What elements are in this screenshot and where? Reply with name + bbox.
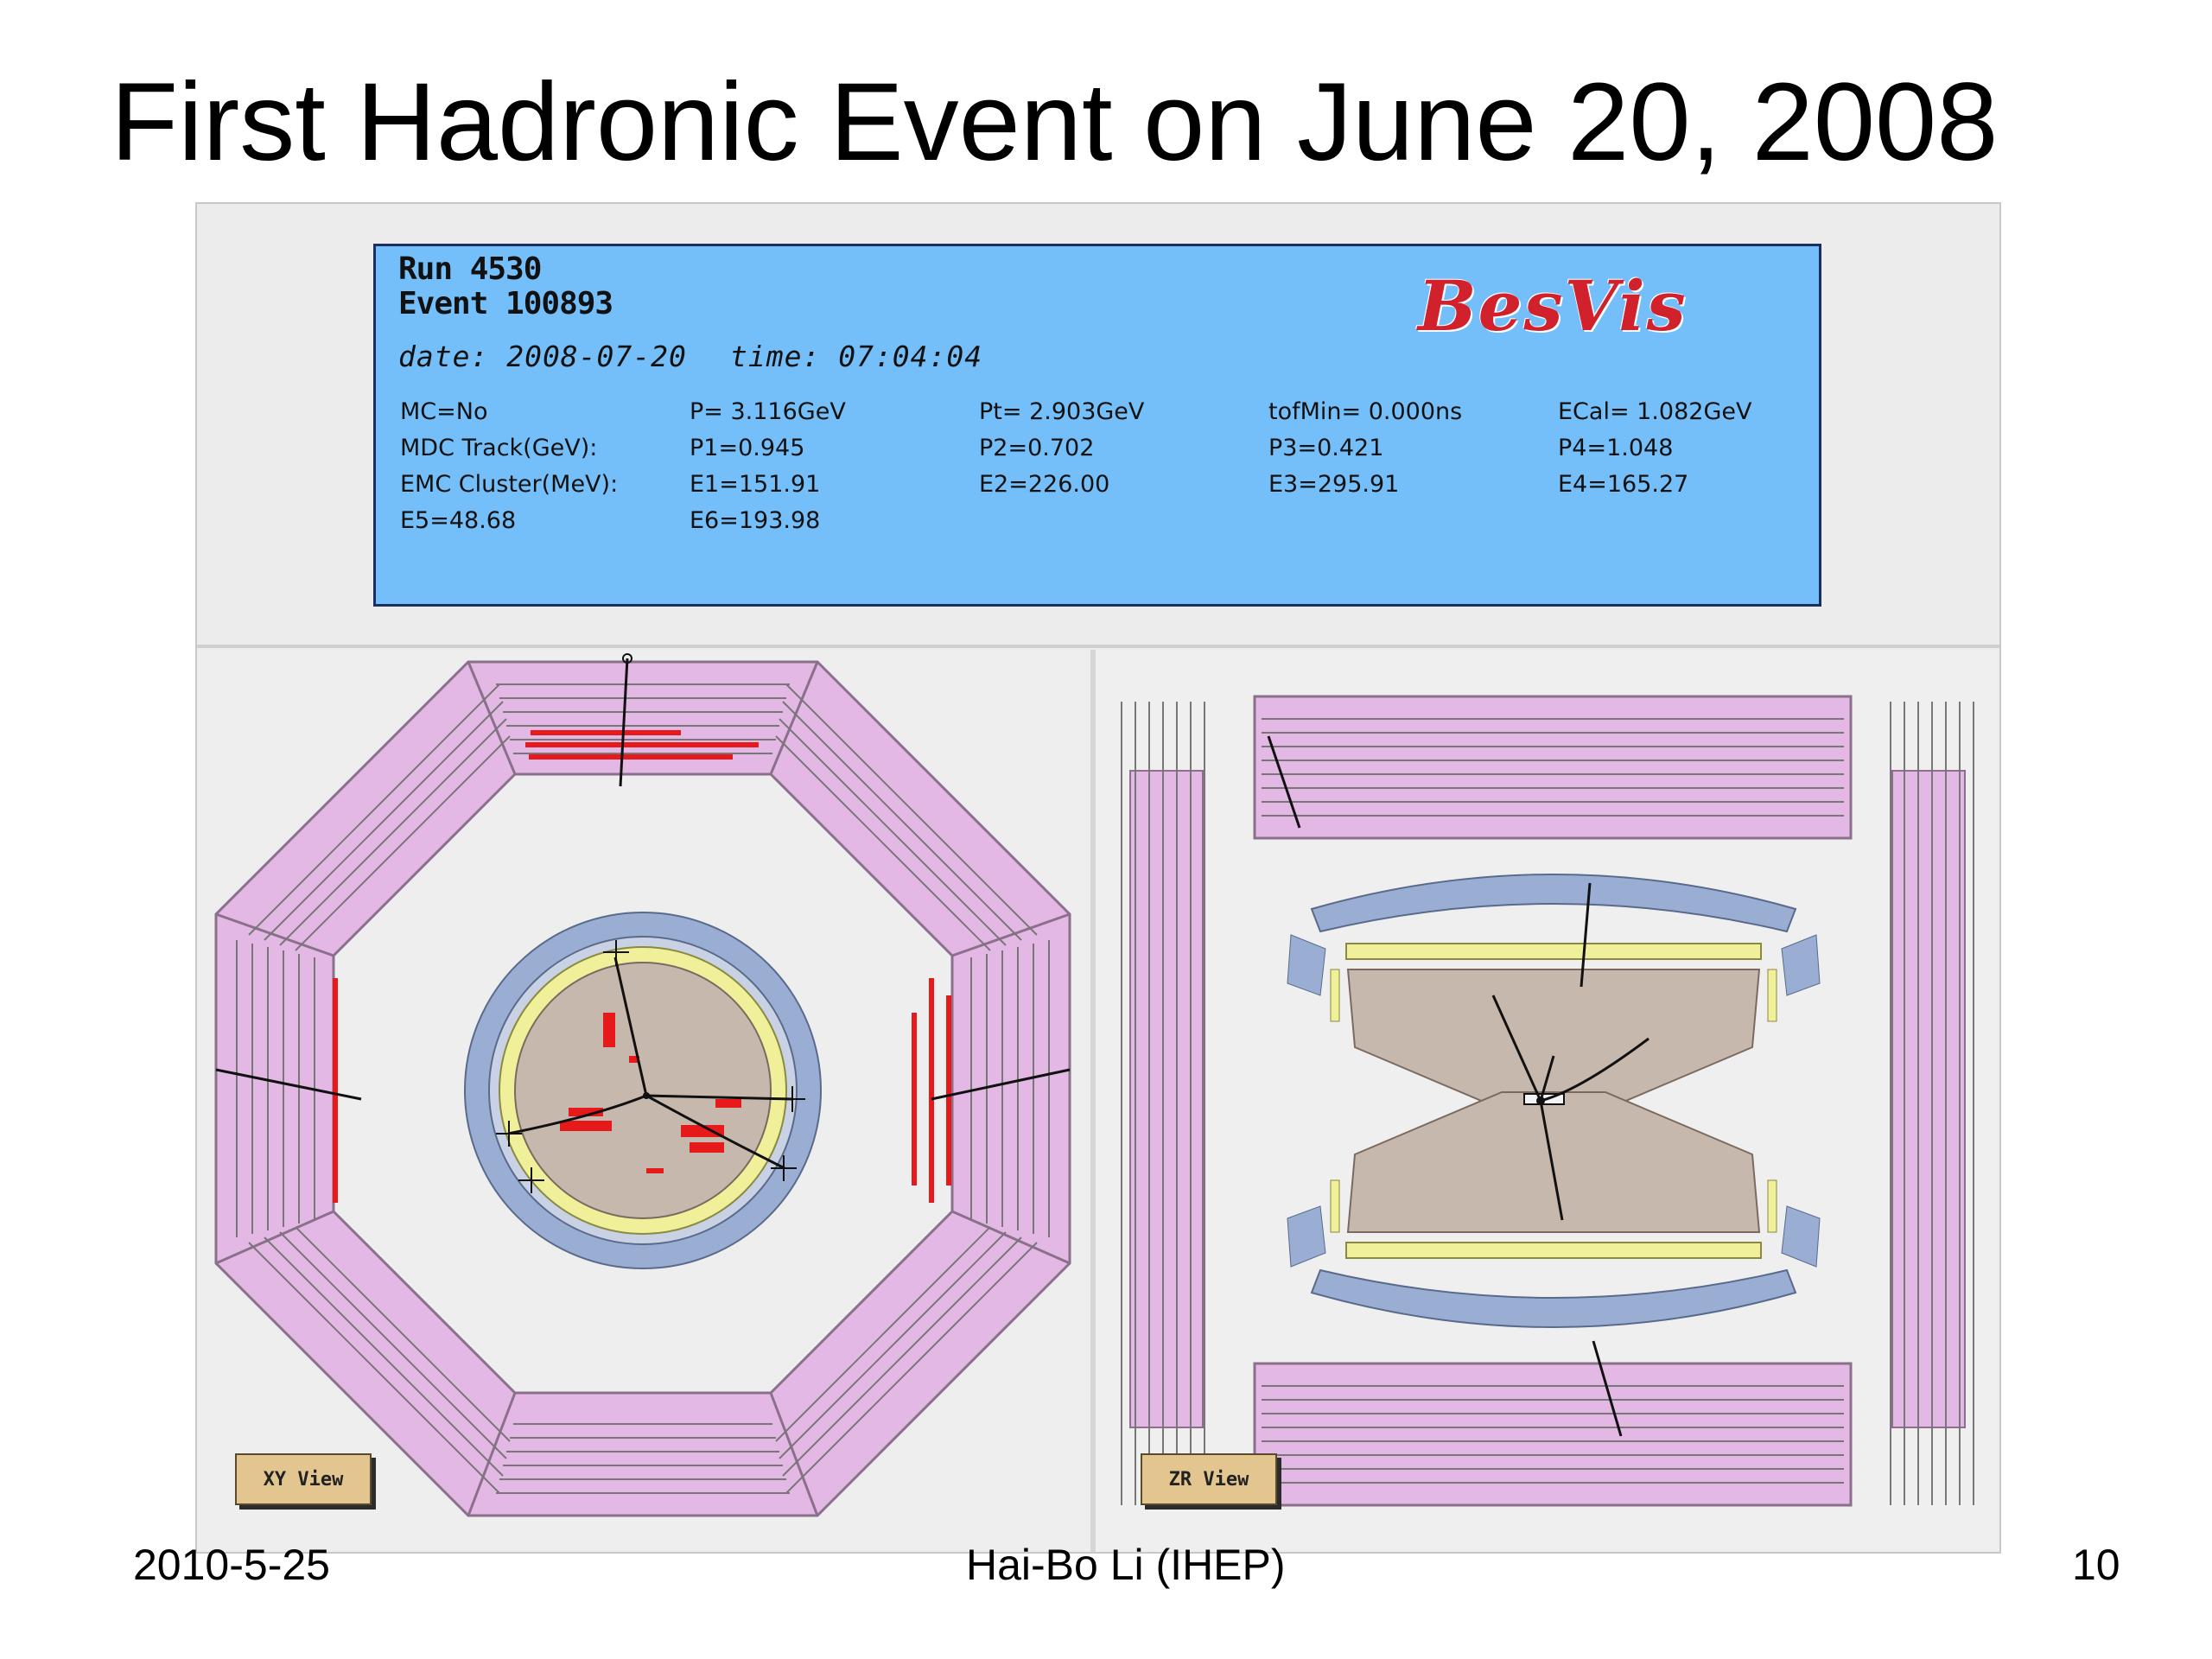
muon-endcap-left xyxy=(1130,771,1203,1427)
emc-endcap-bl xyxy=(1287,1206,1325,1267)
stat-cell: MDC Track(GeV): xyxy=(400,435,598,461)
tof-top xyxy=(1346,944,1761,959)
stat-cell: P1=0.945 xyxy=(690,435,805,461)
stat-cell: MC=No xyxy=(400,398,488,425)
stat-cell: E2=226.00 xyxy=(979,471,1110,498)
run-number: Run 4530 xyxy=(398,251,542,287)
mdc-top xyxy=(1348,969,1759,1109)
event-info-panel xyxy=(373,244,1821,607)
stat-cell: E6=193.98 xyxy=(690,507,821,534)
stat-cell: EMC Cluster(MeV): xyxy=(400,471,619,498)
emc-endcap-br xyxy=(1782,1206,1820,1267)
xy-view-canvas[interactable] xyxy=(197,650,1090,1552)
muon-top xyxy=(1255,696,1851,838)
muon-bottom xyxy=(1255,1363,1851,1505)
tof-bottom xyxy=(1346,1243,1761,1258)
stat-cell: tofMin= 0.000ns xyxy=(1268,398,1463,425)
footer-date: 2010-5-25 xyxy=(133,1541,330,1589)
tof-endcap-l2 xyxy=(1331,1180,1339,1232)
tof-endcap-l1 xyxy=(1331,969,1339,1021)
tof-endcap-r1 xyxy=(1768,969,1777,1021)
zr-interaction-point xyxy=(1536,1096,1545,1105)
stat-cell: E1=151.91 xyxy=(690,471,821,498)
event-info-area xyxy=(197,204,1999,648)
zr-view-button[interactable]: ZR View xyxy=(1141,1453,1277,1505)
emc-bottom xyxy=(1312,1270,1796,1327)
mdc-bottom xyxy=(1348,1092,1759,1232)
stat-cell xyxy=(979,507,1268,535)
stat-cell xyxy=(1558,507,1847,535)
stat-cell: P4=1.048 xyxy=(1558,435,1674,461)
footer-author: Hai-Bo Li (IHEP) xyxy=(966,1541,1286,1589)
xy-view-button[interactable]: XY View xyxy=(235,1453,372,1505)
zr-view-canvas[interactable] xyxy=(1096,650,1999,1552)
mdc-region xyxy=(515,963,771,1218)
stat-cell xyxy=(1268,507,1558,535)
muon-endcap-right xyxy=(1892,771,1965,1427)
stat-cell: ECal= 1.082GeV xyxy=(1558,398,1752,425)
emc-endcap-tl xyxy=(1287,935,1325,995)
event-number: Event 100893 xyxy=(398,286,613,321)
event-display-window xyxy=(195,202,2001,1554)
footer-page-number: 10 xyxy=(2072,1541,2120,1589)
event-stats-grid xyxy=(400,398,1783,535)
stat-cell: E5=48.68 xyxy=(400,507,517,534)
event-date: date: 2008-07-20 xyxy=(398,340,687,373)
interaction-point xyxy=(643,1092,650,1099)
stat-cell: P2=0.702 xyxy=(979,435,1095,461)
stat-cell: P3=0.421 xyxy=(1268,435,1384,461)
slide-title: First Hadronic Event on June 20, 2008 xyxy=(111,60,1999,184)
stat-cell: E3=295.91 xyxy=(1268,471,1400,498)
emc-top xyxy=(1312,874,1796,931)
stat-cell: P= 3.116GeV xyxy=(690,398,846,425)
event-time: time: 07:04:04 xyxy=(730,340,983,373)
tof-endcap-r2 xyxy=(1768,1180,1777,1232)
stat-cell: E4=165.27 xyxy=(1558,471,1689,498)
besvis-logo: BesVis xyxy=(1418,265,1688,346)
stat-cell: Pt= 2.903GeV xyxy=(979,398,1145,425)
emc-endcap-tr xyxy=(1782,935,1820,995)
